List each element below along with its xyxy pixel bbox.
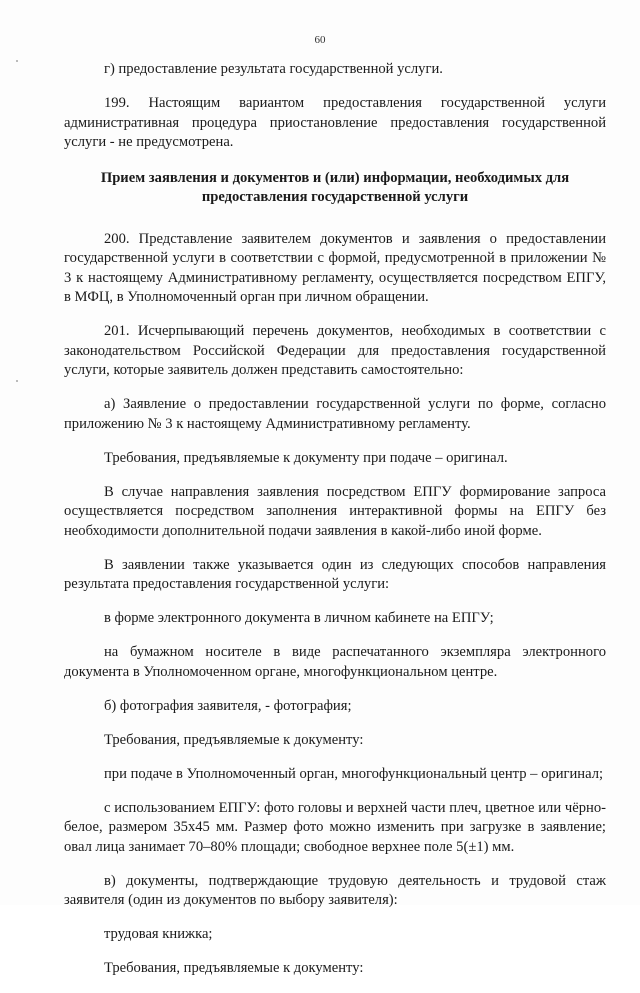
paragraph-photo-requirements: с использованием ЕПГУ: фото головы и верхней части плеч, цветное или чёрно-белое, размером 35х45 мм. Размер фото можно изменить при загрузке в заявление; овал лица занимает 70–80% площади; свободное верхнее поле 5(±1) мм. — [64, 799, 606, 855]
section-heading: Прием заявления и документов и (или) информации, необходимых для предоставления государственной услуги — [100, 169, 570, 205]
paragraph-requirements-original: Требования, предъявляемые к документу при подаче – оригинал. — [104, 449, 508, 466]
paragraph-requirements-2: Требования, предъявляемые к документу: — [104, 960, 364, 976]
paragraph-result-methods: В заявлении также указывается один из следующих способов направления результата предоставления государственной услуги: — [64, 556, 606, 592]
paragraph-item-g: г) предоставление результата государственной услуги. — [104, 61, 443, 77]
paragraph-200: 200. Представление заявителем документов и заявления о предоставлении государственной услуги в соответствии с формой, предусмотренной в приложении № 3 к настоящему Административному регламенту, осуществляется посредством ЕПГУ, в МФЦ, в Уполномоченный орган при личном обращении. — [64, 230, 606, 305]
paragraph-201: 201. Исчерпывающий перечень документов, необходимых в соответствии с законодательством Российской Федерации для предоставления государственной услуги, которые заявитель должен представить самостоятельно: — [64, 323, 606, 378]
paragraph-method-electronic: в форме электронного документа в личном кабинете на ЕПГУ; — [104, 610, 494, 626]
paragraph-item-v: в) документы, подтверждающие трудовую деятельность и трудовой стаж заявителя (один из документов по выбору заявителя): — [64, 872, 606, 908]
page-number: 60 — [314, 34, 326, 46]
paragraph-epgu-submission: В случае направления заявления посредством ЕПГУ формирование запроса осуществляется посредством заполнения интерактивной формы на ЕПГУ без необходимости дополнительной подачи заявления в какой-либо иной форме. — [64, 483, 606, 539]
paragraph-work-book: трудовая книжка; — [104, 926, 213, 942]
paragraph-method-paper: на бумажном носителе в виде распечатанного экземпляра электронного документа в Уполномоченном органе, многофункциональном центре. — [64, 644, 606, 680]
document-body — [64, 60, 606, 993]
paragraph-requirements: Требования, предъявляемые к документу: — [104, 731, 364, 748]
paragraph-item-b: б) фотография заявителя, - фотография; — [104, 697, 352, 714]
scan-mark — [16, 380, 18, 382]
paragraph-item-a: а) Заявление о предоставлении государственной услуги по форме, согласно приложению № 3 к настоящему Административному регламенту. — [64, 396, 606, 432]
paragraph-199: 199. Настоящим вариантом предоставления государственной услуги административная процедура приостановление предоставления государственной услуги - не предусмотрена. — [64, 95, 606, 150]
scan-mark — [16, 60, 18, 62]
paragraph-in-person: при подаче в Уполномоченный орган, многофункциональный центр – оригинал; — [104, 765, 604, 782]
